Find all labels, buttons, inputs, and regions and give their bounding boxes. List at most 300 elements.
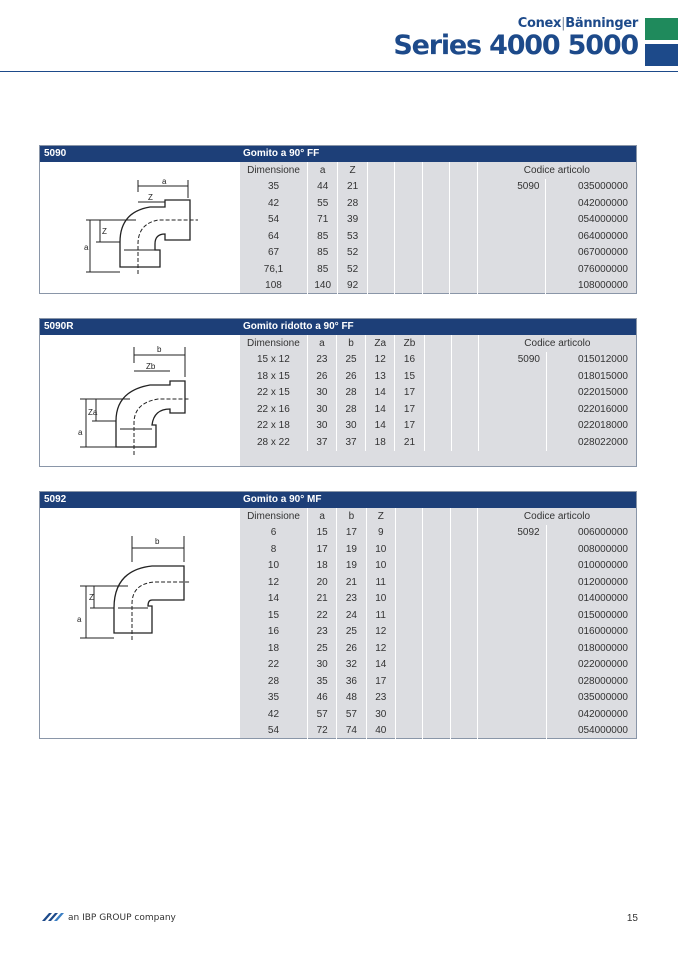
empty-cell bbox=[423, 706, 450, 723]
product-code: 5092 bbox=[44, 494, 67, 505]
empty-cell bbox=[450, 245, 477, 262]
empty-cell bbox=[450, 228, 477, 245]
empty-cell bbox=[395, 706, 422, 723]
empty-cell bbox=[478, 418, 546, 435]
empty-cell bbox=[477, 278, 546, 295]
cell: 85 bbox=[308, 261, 338, 278]
empty-cell bbox=[423, 723, 450, 740]
col-header bbox=[367, 162, 394, 179]
empty-cell bbox=[477, 245, 546, 262]
cell: 72 bbox=[307, 723, 336, 740]
empty-cell bbox=[451, 368, 478, 385]
cell: 19 bbox=[337, 558, 366, 575]
table-row bbox=[240, 434, 636, 451]
empty-cell bbox=[422, 179, 449, 196]
cell: 57 bbox=[337, 706, 366, 723]
cell: 28 bbox=[338, 195, 367, 212]
empty-cell bbox=[395, 607, 422, 624]
cell: 26 bbox=[307, 368, 336, 385]
empty-cell bbox=[424, 401, 451, 418]
empty-cell bbox=[450, 624, 477, 641]
cell: 15 bbox=[240, 607, 307, 624]
dim-label-inner: Zb bbox=[146, 362, 156, 371]
cell: 30 bbox=[307, 401, 336, 418]
cell: 28 bbox=[336, 385, 365, 402]
cell: 20 bbox=[307, 574, 336, 591]
cell: 21 bbox=[307, 591, 336, 608]
table-row bbox=[240, 640, 636, 657]
cell: 22 x 16 bbox=[240, 401, 307, 418]
code-cell: 054000000 bbox=[577, 725, 628, 737]
empty-cell bbox=[422, 195, 449, 212]
cell: 30 bbox=[366, 706, 395, 723]
empty-cell bbox=[395, 245, 422, 262]
code-cell: 054000000 bbox=[577, 214, 628, 226]
empty-cell bbox=[395, 723, 422, 740]
code-cell: 022016000 bbox=[577, 403, 628, 415]
dimension-table bbox=[240, 162, 636, 293]
empty-cell bbox=[451, 352, 478, 369]
table-row bbox=[240, 706, 636, 723]
empty-cell bbox=[422, 228, 449, 245]
empty-cell bbox=[478, 401, 546, 418]
col-header: b bbox=[337, 508, 366, 525]
cell: 37 bbox=[336, 434, 365, 451]
code-cell: 108000000 bbox=[577, 280, 628, 292]
cell: 12 bbox=[366, 640, 395, 657]
brand-name-left: Conex bbox=[517, 16, 562, 31]
empty-cell bbox=[450, 195, 477, 212]
table-row bbox=[240, 591, 636, 608]
empty-cell bbox=[477, 574, 546, 591]
empty-cell bbox=[450, 541, 477, 558]
product-diagram bbox=[40, 162, 241, 293]
cell: 18 bbox=[366, 434, 395, 451]
elbow-ff-diagram bbox=[40, 162, 238, 294]
code-cell: 022000000 bbox=[577, 659, 628, 671]
col-header: a bbox=[308, 162, 338, 179]
col-header bbox=[450, 162, 477, 179]
elbow-mf-diagram bbox=[40, 508, 238, 738]
cell: 17 bbox=[366, 673, 395, 690]
empty-cell bbox=[395, 541, 422, 558]
col-header bbox=[423, 508, 450, 525]
code-cell: 016000000 bbox=[577, 626, 628, 638]
cell: 52 bbox=[338, 245, 367, 262]
table-row bbox=[240, 401, 636, 418]
product-block-5090 bbox=[39, 145, 637, 294]
cell: 18 bbox=[307, 558, 336, 575]
cell: 28 bbox=[336, 401, 365, 418]
cell: 35 bbox=[240, 690, 307, 707]
cell: 26 bbox=[337, 640, 366, 657]
empty-cell bbox=[478, 368, 546, 385]
code-cell: 042000000 bbox=[577, 197, 628, 209]
cell: 17 bbox=[395, 418, 424, 435]
col-header: a bbox=[307, 508, 336, 525]
data-table bbox=[240, 508, 636, 739]
table-row bbox=[240, 723, 636, 740]
empty-cell bbox=[477, 607, 546, 624]
empty-cell bbox=[450, 179, 477, 196]
empty-cell bbox=[422, 212, 449, 229]
product-name: Gomito a 90° MF bbox=[243, 494, 322, 505]
product-diagram bbox=[40, 335, 241, 466]
empty-cell bbox=[395, 558, 422, 575]
empty-cell bbox=[423, 591, 450, 608]
cell: 37 bbox=[307, 434, 336, 451]
empty-cell bbox=[450, 657, 477, 674]
empty-cell bbox=[450, 673, 477, 690]
code-cell: 076000000 bbox=[577, 263, 628, 275]
code-cell: 067000000 bbox=[577, 247, 628, 259]
code-cell: 035000000 bbox=[577, 181, 628, 193]
code-cell: 018015000 bbox=[577, 370, 628, 382]
empty-cell bbox=[395, 195, 422, 212]
cell: 10 bbox=[240, 558, 307, 575]
cell: 15 x 12 bbox=[240, 352, 307, 369]
empty-cell bbox=[450, 525, 477, 542]
col-header: a bbox=[307, 335, 336, 352]
table-row bbox=[240, 418, 636, 435]
code-cell: 022015000 bbox=[577, 387, 628, 399]
empty-cell bbox=[395, 624, 422, 641]
brand-separator: | bbox=[561, 16, 566, 31]
empty-cell bbox=[424, 385, 451, 402]
empty-cell bbox=[423, 607, 450, 624]
empty-cell bbox=[477, 657, 546, 674]
cell: 85 bbox=[308, 245, 338, 262]
cell: 11 bbox=[366, 574, 395, 591]
dim-label-side-z: Za bbox=[88, 408, 98, 417]
brand-logo bbox=[518, 16, 638, 31]
cell: 64 bbox=[240, 228, 308, 245]
empty-cell bbox=[395, 179, 422, 196]
code-header: Codice articolo bbox=[524, 337, 591, 349]
cell: 74 bbox=[337, 723, 366, 740]
dim-label-top: b bbox=[157, 345, 162, 354]
cell: 10 bbox=[366, 591, 395, 608]
table-row bbox=[240, 245, 636, 262]
cell: 12 bbox=[366, 352, 395, 369]
empty-cell bbox=[423, 640, 450, 657]
cell: 15 bbox=[307, 525, 336, 542]
cell: 15 bbox=[395, 368, 424, 385]
code-cell: 042000000 bbox=[577, 708, 628, 720]
cell: 36 bbox=[337, 673, 366, 690]
code-cell: 015000000 bbox=[577, 609, 628, 621]
cell: 17 bbox=[395, 401, 424, 418]
cell: 14 bbox=[240, 591, 307, 608]
table-row bbox=[240, 607, 636, 624]
empty-cell bbox=[395, 261, 422, 278]
product-block-5090r bbox=[39, 318, 637, 467]
col-header bbox=[422, 162, 449, 179]
product-code: 5090R bbox=[44, 321, 74, 332]
cell: 44 bbox=[308, 179, 338, 196]
brand-square-green bbox=[645, 18, 678, 40]
cell: 54 bbox=[240, 212, 308, 229]
empty-cell bbox=[424, 434, 451, 451]
series-cell: 5090 bbox=[477, 179, 546, 196]
table-row bbox=[240, 624, 636, 641]
empty-cell bbox=[477, 195, 546, 212]
empty-cell bbox=[423, 673, 450, 690]
cell: 42 bbox=[240, 195, 308, 212]
cell: 17 bbox=[395, 385, 424, 402]
code-cell: 015012000 bbox=[577, 354, 628, 366]
empty-cell bbox=[395, 574, 422, 591]
empty-cell bbox=[451, 401, 478, 418]
empty-cell bbox=[423, 657, 450, 674]
cell: 22 bbox=[307, 607, 336, 624]
empty-cell bbox=[367, 261, 394, 278]
empty-cell bbox=[478, 385, 546, 402]
cell: 19 bbox=[337, 541, 366, 558]
code-cell: 022018000 bbox=[577, 420, 628, 432]
col-header: Dimensione bbox=[240, 508, 307, 525]
empty-cell bbox=[477, 690, 546, 707]
code-cell: 014000000 bbox=[577, 593, 628, 605]
cell: 57 bbox=[307, 706, 336, 723]
empty-cell bbox=[367, 228, 394, 245]
cell: 25 bbox=[337, 624, 366, 641]
cell: 6 bbox=[240, 525, 307, 542]
table-row bbox=[240, 574, 636, 591]
reducing-elbow-diagram bbox=[40, 335, 238, 467]
series-title: Series 4000 5000 bbox=[393, 30, 638, 61]
empty-cell bbox=[424, 418, 451, 435]
code-cell: 006000000 bbox=[577, 527, 628, 539]
dim-label-side-z: Z bbox=[102, 227, 107, 236]
empty-cell bbox=[423, 624, 450, 641]
product-name: Gomito a 90° FF bbox=[243, 148, 320, 159]
empty-cell bbox=[450, 574, 477, 591]
dimension-table bbox=[240, 335, 636, 466]
dim-label-top: a bbox=[162, 177, 167, 186]
dimension-table bbox=[240, 508, 636, 738]
empty-cell bbox=[423, 690, 450, 707]
code-cell: 028000000 bbox=[577, 675, 628, 687]
footer-company: an IBP GROUP company bbox=[68, 913, 176, 923]
empty-cell bbox=[477, 541, 546, 558]
empty-cell bbox=[422, 245, 449, 262]
empty-cell bbox=[423, 574, 450, 591]
cell: 26 bbox=[336, 368, 365, 385]
dim-label-top: b bbox=[155, 537, 160, 546]
empty-cell bbox=[450, 278, 477, 295]
empty-cell bbox=[367, 278, 394, 295]
empty-cell bbox=[395, 278, 422, 295]
empty-cell bbox=[367, 212, 394, 229]
table-row bbox=[240, 261, 636, 278]
empty-cell bbox=[395, 673, 422, 690]
table-row bbox=[240, 558, 636, 575]
product-header bbox=[40, 319, 636, 335]
cell: 25 bbox=[307, 640, 336, 657]
col-header bbox=[424, 335, 451, 352]
cell: 23 bbox=[307, 624, 336, 641]
cell: 9 bbox=[366, 525, 395, 542]
dim-label-inner: Z bbox=[148, 193, 153, 202]
col-header: Zb bbox=[395, 335, 424, 352]
cell: 8 bbox=[240, 541, 307, 558]
empty-cell bbox=[451, 385, 478, 402]
dim-label-side-a: a bbox=[78, 428, 83, 437]
cell: 14 bbox=[366, 418, 395, 435]
cell: 21 bbox=[337, 574, 366, 591]
empty-cell bbox=[477, 558, 546, 575]
table-row bbox=[240, 385, 636, 402]
cell: 30 bbox=[307, 385, 336, 402]
empty-cell bbox=[422, 278, 449, 295]
empty-cell bbox=[450, 607, 477, 624]
col-header bbox=[395, 162, 422, 179]
cell: 14 bbox=[366, 657, 395, 674]
ibp-logo-icon bbox=[42, 912, 66, 922]
code-header: Codice articolo bbox=[523, 510, 591, 522]
empty-cell bbox=[477, 591, 546, 608]
cell: 23 bbox=[307, 352, 336, 369]
col-header bbox=[451, 335, 478, 352]
dim-label-side-z: Z bbox=[89, 593, 94, 602]
product-block-5092 bbox=[39, 491, 637, 739]
cell: 71 bbox=[308, 212, 338, 229]
header-rule bbox=[0, 71, 678, 72]
code-cell: 018000000 bbox=[577, 642, 628, 654]
table-row bbox=[240, 541, 636, 558]
cell: 40 bbox=[366, 723, 395, 740]
empty-cell bbox=[477, 228, 546, 245]
brand-square-blue bbox=[645, 44, 678, 66]
cell: 30 bbox=[307, 418, 336, 435]
cell: 14 bbox=[366, 401, 395, 418]
empty-cell bbox=[450, 558, 477, 575]
table-row bbox=[240, 525, 636, 542]
empty-cell bbox=[477, 624, 546, 641]
cell: 108 bbox=[240, 278, 308, 295]
table-header-row bbox=[240, 335, 636, 352]
cell: 22 x 18 bbox=[240, 418, 307, 435]
table-row bbox=[240, 179, 636, 196]
empty-cell bbox=[424, 368, 451, 385]
empty-cell bbox=[367, 179, 394, 196]
empty-cell bbox=[450, 690, 477, 707]
cell: 85 bbox=[308, 228, 338, 245]
empty-cell bbox=[450, 591, 477, 608]
product-header bbox=[40, 146, 636, 162]
table-row bbox=[240, 228, 636, 245]
cell: 11 bbox=[366, 607, 395, 624]
series-cell: 5090 bbox=[478, 352, 546, 369]
col-header: Z bbox=[366, 508, 395, 525]
empty-cell bbox=[450, 640, 477, 657]
cell: 30 bbox=[336, 418, 365, 435]
table-header-row bbox=[240, 162, 636, 179]
empty-cell bbox=[450, 723, 477, 740]
brand-name-right: Bänninger bbox=[565, 16, 638, 31]
cell: 10 bbox=[366, 558, 395, 575]
cell: 25 bbox=[336, 352, 365, 369]
cell: 24 bbox=[337, 607, 366, 624]
data-table bbox=[240, 335, 636, 451]
cell: 16 bbox=[240, 624, 307, 641]
empty-cell bbox=[395, 690, 422, 707]
cell: 32 bbox=[337, 657, 366, 674]
cell: 23 bbox=[337, 591, 366, 608]
cell: 30 bbox=[307, 657, 336, 674]
cell: 13 bbox=[366, 368, 395, 385]
code-cell: 008000000 bbox=[577, 543, 628, 555]
cell: 17 bbox=[307, 541, 336, 558]
series-cell: 5092 bbox=[477, 525, 546, 542]
col-header: Dimensione bbox=[240, 335, 307, 352]
cell: 67 bbox=[240, 245, 308, 262]
col-header bbox=[450, 508, 477, 525]
empty-cell bbox=[423, 525, 450, 542]
empty-cell bbox=[477, 640, 546, 657]
cell: 21 bbox=[338, 179, 367, 196]
product-diagram bbox=[40, 508, 241, 738]
empty-cell bbox=[450, 706, 477, 723]
col-header: Dimensione bbox=[240, 162, 308, 179]
table-row bbox=[240, 368, 636, 385]
cell: 18 bbox=[240, 640, 307, 657]
dim-label-side-a: a bbox=[77, 615, 82, 624]
empty-cell bbox=[477, 212, 546, 229]
empty-cell bbox=[450, 212, 477, 229]
cell: 17 bbox=[337, 525, 366, 542]
empty-cell bbox=[477, 723, 546, 740]
table-header-row bbox=[240, 508, 636, 525]
empty-cell bbox=[395, 228, 422, 245]
cell: 39 bbox=[338, 212, 367, 229]
empty-cell bbox=[367, 245, 394, 262]
empty-cell bbox=[478, 434, 546, 451]
table-row bbox=[240, 657, 636, 674]
cell: 22 bbox=[240, 657, 307, 674]
cell: 35 bbox=[307, 673, 336, 690]
table-row bbox=[240, 212, 636, 229]
empty-cell bbox=[395, 212, 422, 229]
empty-cell bbox=[424, 352, 451, 369]
cell: 10 bbox=[366, 541, 395, 558]
empty-cell bbox=[367, 195, 394, 212]
empty-cell bbox=[477, 673, 546, 690]
table-row bbox=[240, 673, 636, 690]
empty-cell bbox=[423, 558, 450, 575]
empty-cell bbox=[395, 640, 422, 657]
cell: 92 bbox=[338, 278, 367, 295]
cell: 54 bbox=[240, 723, 307, 740]
cell: 28 bbox=[240, 673, 307, 690]
dim-label-side-a: a bbox=[84, 243, 89, 252]
empty-cell bbox=[451, 434, 478, 451]
data-table bbox=[240, 162, 636, 294]
cell: 48 bbox=[337, 690, 366, 707]
empty-cell bbox=[422, 261, 449, 278]
code-header: Codice articolo bbox=[523, 164, 590, 176]
col-header: Z bbox=[338, 162, 367, 179]
product-name: Gomito ridotto a 90° FF bbox=[243, 321, 354, 332]
cell: 18 x 15 bbox=[240, 368, 307, 385]
cell: 23 bbox=[366, 690, 395, 707]
table-row bbox=[240, 278, 636, 295]
empty-cell bbox=[477, 706, 546, 723]
table-row bbox=[240, 195, 636, 212]
cell: 52 bbox=[338, 261, 367, 278]
cell: 46 bbox=[307, 690, 336, 707]
